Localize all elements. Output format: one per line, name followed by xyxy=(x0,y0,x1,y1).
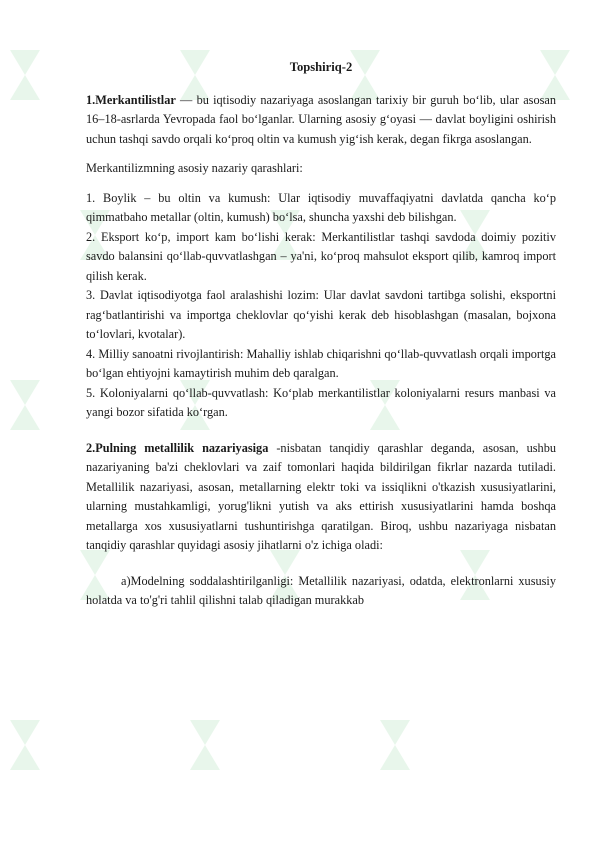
list-item: 5. Koloniyalarni qo‘llab-quvvatlash: Ko‘plab merkantilistlar koloniyalarni resurs manbasi va yangi bozor sifatida ko‘rgan. xyxy=(86,385,556,419)
list-item: 3. Davlat iqtisodiyotga faol aralashishi lozim: Ular davlat savdoni tartibga solishi, eksportni rag‘batlantirishi va importga cheklovlar qo‘yishi kerak deb hisoblashgan (masalan, bojxona to‘lovlari, kvotalar). xyxy=(86,288,556,341)
paragraph-subheading: Merkantilizmning asosiy nazariy qarashlari: xyxy=(86,161,303,175)
paragraph-metallilik xyxy=(86,439,556,556)
document-title: Topshiriq-2 xyxy=(289,60,353,74)
watermark-logo-icon xyxy=(0,710,60,780)
paragraph-merkantilistlar xyxy=(86,91,556,150)
paragraph-modelning: a)Modelning soddalashtirilganligi: Metallilik nazariyasi, odatda, elektronlarni xususiy holatda va to'g'ri tahlil qilishni talab qiladigan murakkab xyxy=(86,573,556,607)
document-body xyxy=(86,58,556,611)
paragraph-text: — bu iqtisodiy nazariyaga asoslangan tarixiy bir guruh bo‘lib, ular asosan 16–18-asrlarda Yevropada faol bo‘lganlar. Ularning asosiy g‘oyasi — davlat boyligini oshirish uchun tashqi savdo orqali ko‘proq oltin va kumush yig‘ish kerak, degan fikrga asoslangan. xyxy=(86,92,556,146)
watermark-logo-icon xyxy=(360,710,430,780)
watermark-logo-icon xyxy=(0,370,60,440)
paragraph-lead: 1.Merkantilistlar xyxy=(86,92,176,107)
watermark-logo-icon xyxy=(0,40,60,110)
paragraph-text: -nisbatan tanqidiy qarashlar deganda, asosan, ushbu nazariyaning ba'zi cheklovlari va zaif tomonlari haqida bildirilgan fikrlar nazarda tutiladi. Metallilik nazariyasi, asosan, metallarning elektr toki va issiqlikni o'tkazish xususiyatlarini, ularning mustahkamligi, yorug'likni yutish va aks ettirish xususiyatlarini hamda boshqa metallarga xos xususiyatlarni tushuntirishga qaratilgan. Biroq, ushbu nazariyaga nisbatan tanqidiy qarashlar quyidagi asosiy jihatlarni o'z ichiga oladi: xyxy=(86,440,556,552)
list-item: 1. Boylik – bu oltin va kumush: Ular iqtisodiy muvaffaqiyatni davlatda qancha ko‘p qimmatbaho metallar (oltin, kumush) bo‘lsa, shuncha yaxshi deb bilishgan. xyxy=(86,190,556,224)
list-item: 2. Eksport ko‘p, import kam bo‘lishi kerak: Merkantilistlar tashqi savdoda doimiy pozitiv savdo balansini qo‘llab-quvvatlashgan – ya'ni, ko‘proq mahsulot eksport qilib, kamroq import qilish kerak. xyxy=(86,229,556,283)
list-item: 4. Milliy sanoatni rivojlantirish: Mahalliy ishlab chiqarishni qo‘llab-quvvatlash orqali importga bo‘lgan ehtiyojni kamaytirish muhim deb qaralgan. xyxy=(86,346,556,380)
watermark-logo-icon xyxy=(170,710,240,780)
paragraph-lead: 2.Pulning metallilik nazariyasiga xyxy=(86,440,269,455)
